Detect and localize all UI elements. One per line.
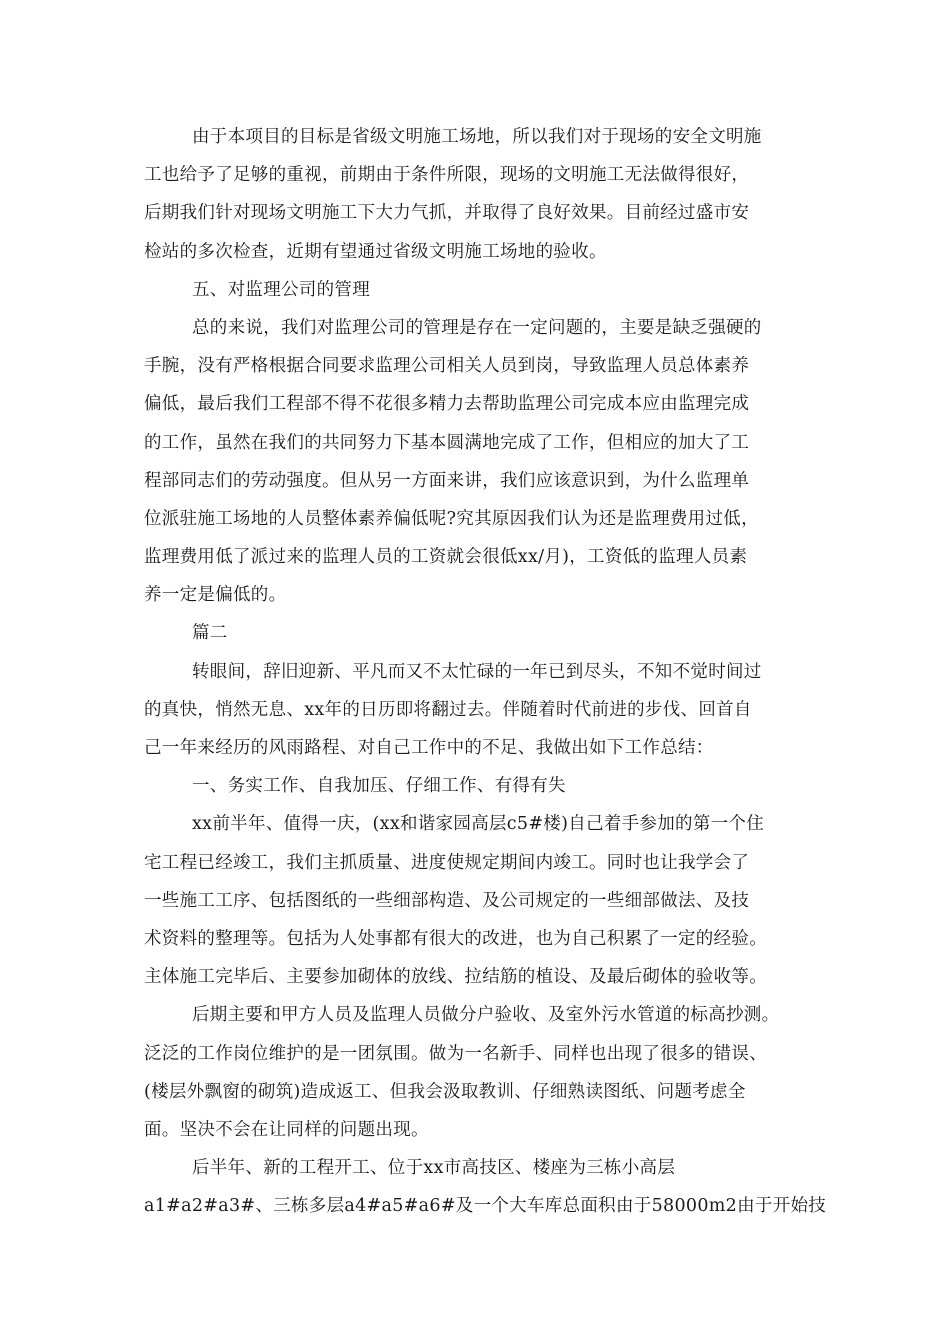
text-line: 后期我们针对现场文明施工下大力气抓，并取得了良好效果。目前经过盛市安	[144, 203, 750, 224]
text-line: xx前半年、值得一庆，(xx和谐家园高层c5#楼)自己着手参加的第一个住	[192, 814, 765, 835]
text-line: 监理费用低了派过来的监理人员的工资就会很低xx/月)，工资低的监理人员素	[144, 547, 748, 568]
text-line: 己一年来经历的风雨路程、对自己工作中的不足、我做出如下工作总结：	[144, 738, 714, 758]
text-line: 检站的多次检查，近期有望通过省级文明施工场地的验收。	[144, 241, 607, 262]
text-line: 手腕，没有严格根据合同要求监理公司相关人员到岗，导致监理人员总体素养	[144, 356, 750, 377]
text-line: 养一定是偏低的。	[144, 585, 287, 606]
text-line: 位派驻施工场地的人员整体素养偏低呢?究其原因我们认为还是监理费用过低，	[144, 508, 759, 529]
text-line: 后期主要和甲方人员及监理人员做分户验收、及室外污水管道的标高抄测。	[192, 1005, 780, 1026]
text-line: 偏低，最后我们工程部不得不花很多精力去帮助监理公司完成本应由监理完成	[144, 394, 750, 415]
document-page	[144, 118, 827, 1225]
text-line: 宅工程已经竣工，我们主抓质量、进度使规定期间内竣工。同时也让我学会了	[144, 852, 750, 873]
text-line: 后半年、新的工程开工、位于xx市高技区、楼座为三栋小高层	[192, 1158, 676, 1179]
text-line: 术资料的整理等。包括为人处事都有很大的改进，也为自己积累了一定的经验。	[144, 928, 767, 949]
section-heading: 五、对监理公司的管理	[192, 279, 370, 300]
text-line: 一些施工工序、包括图纸的一些细部构造、及公司规定的一些细部做法、及技	[144, 890, 750, 911]
text-line: 总的来说，我们对监理公司的管理是存在一定问题的，主要是缺乏强硬的	[192, 317, 762, 338]
section-heading: 篇二	[192, 623, 228, 644]
text-line: 转眼间，辞旧迎新、平凡而又不太忙碌的一年已到尽头，不知不觉时间过	[192, 661, 762, 682]
text-line: (楼层外飘窗的砌筑)造成返工、但我会汲取教训、仔细熟读图纸、问题考虑全	[144, 1081, 746, 1102]
text-line: 面。坚决不会在让同样的问题出现。	[144, 1119, 429, 1140]
text-line: 的真快，悄然无息、xx年的日历即将翻过去。伴随着时代前进的步伐、回首自	[144, 699, 752, 720]
text-line: 的工作，虽然在我们的共同努力下基本圆满地完成了工作，但相应的加大了工	[144, 432, 750, 453]
text-line: 程部同志们的劳动强度。但从另一方面来讲，我们应该意识到，为什么监理单	[144, 470, 750, 491]
text-line: 泛泛的工作岗位维护的是一团氛围。做为一名新手、同样也出现了很多的错误、	[144, 1043, 767, 1064]
section-heading: 一、务实工作、自我加压、仔细工作、有得有失	[192, 776, 566, 797]
text-line: 由于本项目的目标是省级文明施工场地，所以我们对于现场的安全文明施	[192, 127, 762, 147]
text-line: 主体施工完毕后、主要参加砌体的放线、拉结筋的植设、及最后砌体的验收等。	[144, 967, 767, 988]
text-line: 工也给予了足够的重视，前期由于条件所限，现场的文明施工无法做得很好，	[144, 165, 750, 186]
text-line: a1#a2#a3#、三栋多层a4#a5#a6#及一个大车库总面积由于58000m2由于开始技	[144, 1196, 827, 1217]
